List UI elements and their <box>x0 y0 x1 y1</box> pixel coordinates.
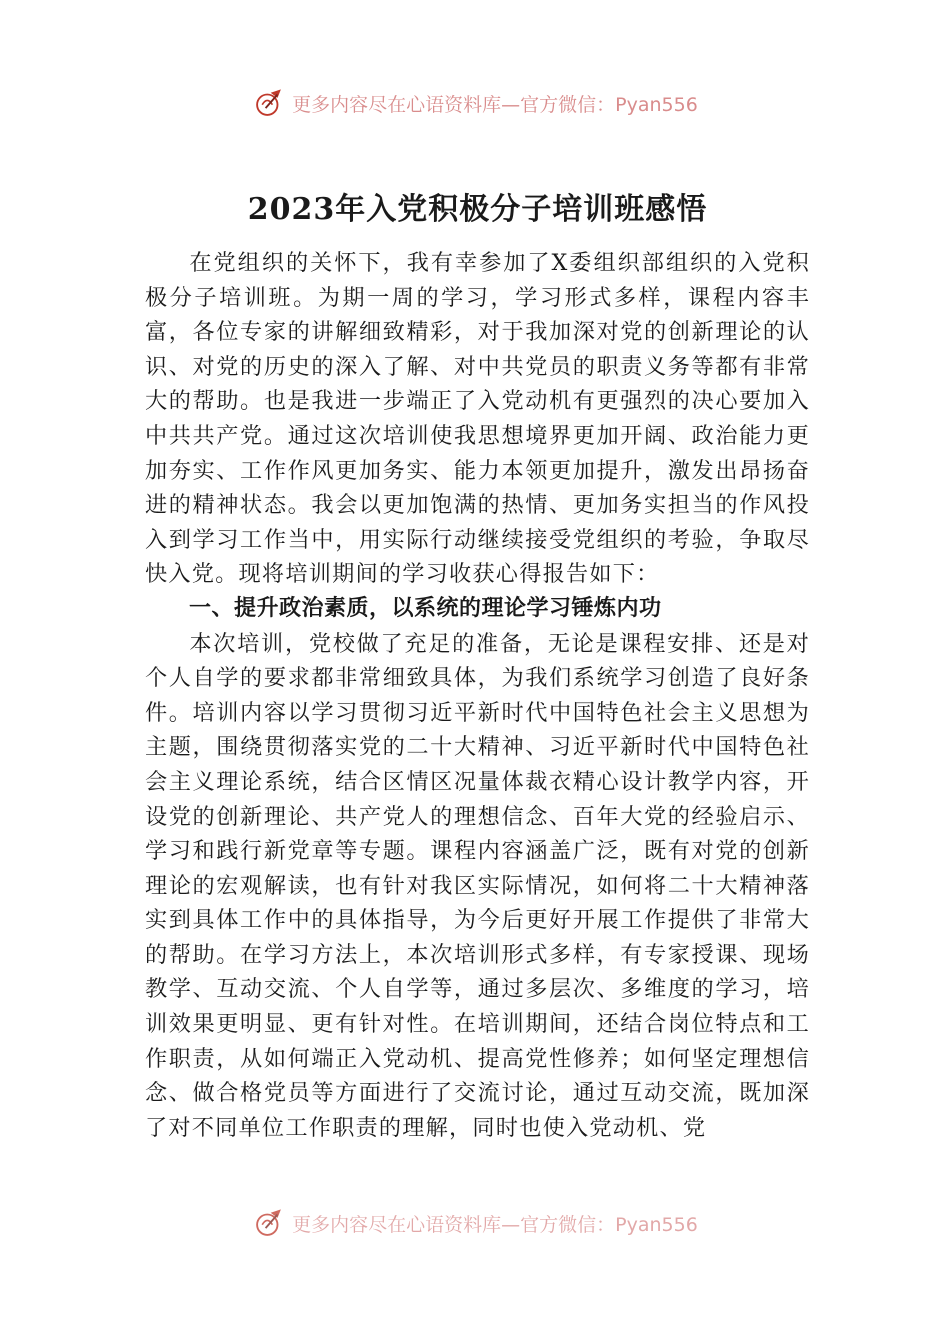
watermark-text: 更多内容尽在心语资料库—官方微信：Pyan556 <box>292 1213 698 1236</box>
section-1-heading: 一、提升政治素质，以系统的理论学习锤炼内功 <box>189 595 662 621</box>
intro-paragraph: 在党组织的关怀下，我有幸参加了X委组织部组织的入党积极分子培训班。为期一周的学习，学习形式多样，课程内容丰富，各位专家的讲解细致精彩，对于我加深对党的创新理论的认识、对党的历史的深入了解、对中共党员的职责义务等都有非常大的帮助。也是我进一步端正了入党动机有更强烈的决心要加入中共共产党。通过这次培训使我思想境界更加开阔、政治能力更加夯实、工作作风更加务实、能力本领更加提升，激发出昂扬奋进的精神状态。我会以更加饱满的热情、更加务实担当的作风投入到学习工作当中，用实际行动继续接受党组织的考验，争取尽快入党。现将培训期间的学习收获心得报告如下： <box>145 250 810 588</box>
watermark-text: 更多内容尽在心语资料库—官方微信：Pyan556 <box>292 93 698 116</box>
header-watermark <box>0 86 950 120</box>
pen-heart-logo-icon <box>252 1206 286 1240</box>
document-title: 2023年入党积极分子培训班感悟 <box>247 192 708 227</box>
document-page <box>145 188 810 1236</box>
footer-watermark <box>0 1206 950 1240</box>
pen-heart-logo-icon <box>252 86 286 120</box>
document-body <box>145 246 810 1236</box>
section-1-paragraph: 本次培训，党校做了充足的准备，无论是课程安排、还是对个人自学的要求都非常细致具体，为我们系统学习创造了良好条件。培训内容以学习贯彻习近平新时代中国特色社会主义思想为主题，围绕贯彻落实党的二十大精神、习近平新时代中国特色社会主义理论系统，结合区情区况量体裁衣精心设计教学内容，开设党的创新理论、共产党人的理想信念、百年大党的经验启示、学习和践行新党章等专题。课程内容涵盖广泛，既有对党的创新理论的宏观解读，也有针对我区实际情况，如何将二十大精神落实到具体工作中的具体指导，为今后更好开展工作提供了非常大的帮助。在学习方法上，本次培训形式多样，有专家授课、现场教学、互动交流、个人自学等，通过多层次、多维度的学习，培训效果更明显、更有针对性。在培训期间，还结合岗位特点和工作职责，从如何端正入党动机、提高党性修养；如何坚定理想信念、做合格党员等方面进行了交流讨论，通过互动交流，既加深了对不同单位工作职责的理解，同时也使入党动机、党 <box>145 630 810 1141</box>
